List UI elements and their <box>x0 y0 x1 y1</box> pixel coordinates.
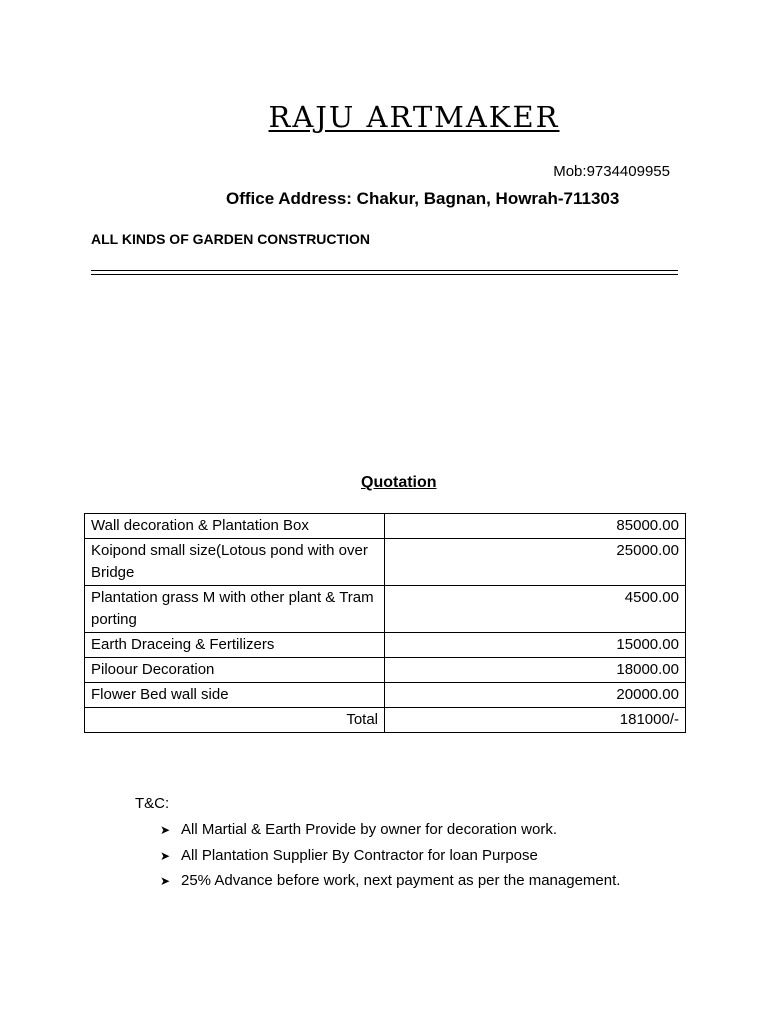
company-tagline: ALL KINDS OF GARDEN CONSTRUCTION <box>91 231 370 247</box>
table-row <box>85 658 686 683</box>
item-amount: 18000.00 <box>385 658 686 683</box>
item-description: Plantation grass M with other plant & Tram porting <box>85 586 385 633</box>
total-row <box>85 708 686 733</box>
item-amount: 25000.00 <box>385 539 686 586</box>
item-amount: 20000.00 <box>385 683 686 708</box>
item-description: Piloour Decoration <box>85 658 385 683</box>
table-row <box>85 633 686 658</box>
list-item <box>160 869 620 895</box>
office-address: Office Address: Chakur, Bagnan, Howrah-711303 <box>226 189 620 208</box>
arrow-bullet-icon: ➤ <box>160 823 171 837</box>
item-description: Earth Draceing & Fertilizers <box>85 633 385 658</box>
item-amount: 15000.00 <box>385 633 686 658</box>
item-amount: 4500.00 <box>385 586 686 633</box>
total-amount: 181000/- <box>385 708 686 733</box>
terms-list <box>160 818 620 895</box>
table-row <box>85 683 686 708</box>
mobile-number: Mob:9734409955 <box>553 163 670 180</box>
term-text: 25% Advance before work, next payment as per the management. <box>181 872 621 889</box>
arrow-bullet-icon: ➤ <box>160 874 171 888</box>
arrow-bullet-icon: ➤ <box>160 848 171 863</box>
terms-label: T&C: <box>135 795 170 812</box>
table-row <box>85 586 686 633</box>
list-item <box>160 818 620 844</box>
table-row <box>85 539 686 586</box>
term-text: All Plantation Supplier By Contractor for loan Purpose <box>181 846 538 864</box>
item-amount: 85000.00 <box>385 514 686 539</box>
table-row <box>85 514 686 539</box>
quotation-table <box>84 513 686 733</box>
quotation-title: Quotation <box>361 474 437 491</box>
total-label: Total <box>85 708 385 733</box>
term-text: All Martial & Earth Provide by owner for decoration work. <box>181 821 557 838</box>
header-divider <box>91 270 678 275</box>
list-item <box>160 844 620 870</box>
item-description: Flower Bed wall side <box>85 683 385 708</box>
company-name: RAJU ARTMAKER <box>268 100 560 134</box>
item-description: Wall decoration & Plantation Box <box>85 514 385 539</box>
item-description: Koipond small size(Lotous pond with over Bridge <box>85 539 385 586</box>
